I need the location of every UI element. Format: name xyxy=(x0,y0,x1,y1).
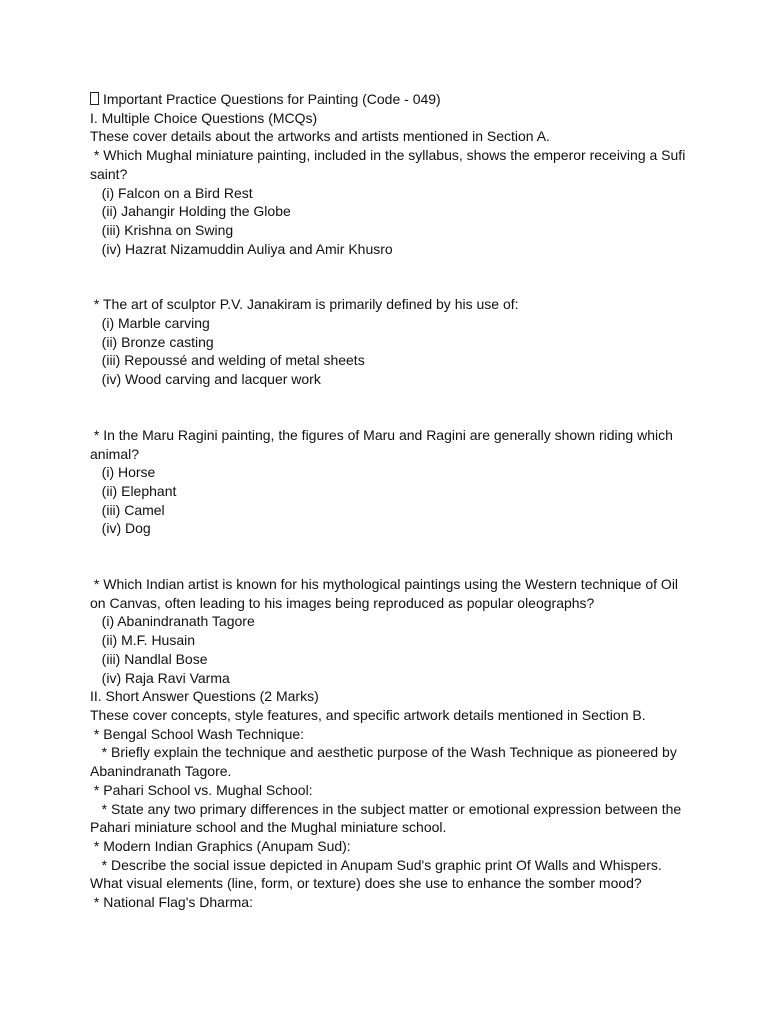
short-answer-item-2 xyxy=(90,781,690,837)
section1-intro: These cover details about the artworks and artists mentioned in Section A. xyxy=(90,128,550,145)
mcq-question-2 xyxy=(90,295,690,389)
question-line: * The art of sculptor P.V. Janakiram is primarily defined by his use of: xyxy=(90,296,519,313)
section2-intro: These cover concepts, style features, and specific artwork details mentioned in Section B. xyxy=(90,706,646,723)
option-item: (i) Marble carving xyxy=(90,315,210,332)
document-title-text: Important Practice Questions for Painting (Code - 049) xyxy=(103,91,441,107)
section1-heading: I. Multiple Choice Questions (MCQs) xyxy=(90,109,318,126)
question-line: on Canvas, often leading to his images being reproduced as popular oleographs? xyxy=(90,594,595,611)
spacer xyxy=(90,389,690,426)
document-title xyxy=(90,90,690,109)
short-answer-item-4 xyxy=(90,893,690,912)
topic-line: * Modern Indian Graphics (Anupam Sud): xyxy=(90,837,351,854)
option-item: (i) Horse xyxy=(90,464,156,481)
option-item: (iii) Nandlal Bose xyxy=(90,650,208,667)
prompt-line: Pahari miniature school and the Mughal miniature school. xyxy=(90,819,447,836)
option-item: (ii) Jahangir Holding the Globe xyxy=(90,203,291,220)
option-item: (iii) Repoussé and welding of metal sheets xyxy=(90,352,365,369)
option-item: (iv) Hazrat Nizamuddin Auliya and Amir Khusro xyxy=(90,240,393,257)
option-item: (iv) Wood carving and lacquer work xyxy=(90,371,321,388)
topic-line: * National Flag's Dharma: xyxy=(90,894,253,911)
spacer xyxy=(90,258,690,295)
option-item: (ii) M.F. Husain xyxy=(90,632,196,649)
section2-heading: II. Short Answer Questions (2 Marks) xyxy=(90,688,319,705)
mcq-question-1 xyxy=(90,146,690,258)
prompt-line: * State any two primary differences in the subject matter or emotional expression between the xyxy=(90,800,682,817)
short-answer-item-3 xyxy=(90,837,690,893)
spacer xyxy=(90,538,690,575)
option-item: (iii) Camel xyxy=(90,501,165,518)
question-line: * In the Maru Ragini painting, the figures of Maru and Ragini are generally shown riding which xyxy=(90,426,673,443)
question-line: * Which Mughal miniature painting, included in the syllabus, shows the emperor receiving a Sufi xyxy=(90,147,686,164)
option-item: (i) Abanindranath Tagore xyxy=(90,613,255,630)
option-item: (i) Falcon on a Bird Rest xyxy=(90,184,253,201)
mcq-question-4 xyxy=(90,575,690,687)
option-item: (iii) Krishna on Swing xyxy=(90,221,234,238)
topic-line: * Bengal School Wash Technique: xyxy=(90,725,305,742)
prompt-line: * Describe the social issue depicted in Anupam Sud's graphic print Of Walls and Whispers. xyxy=(90,856,662,873)
option-item: (ii) Elephant xyxy=(90,482,177,499)
question-line: saint? xyxy=(90,165,128,182)
prompt-line: What visual elements (line, form, or texture) does she use to enhance the somber mood? xyxy=(90,875,642,892)
option-item: (iv) Dog xyxy=(90,520,151,537)
question-line: animal? xyxy=(90,445,140,462)
option-item: (ii) Bronze casting xyxy=(90,333,214,350)
mcq-question-3 xyxy=(90,426,690,538)
question-line: * Which Indian artist is known for his mythological paintings using the Western technique of Oil xyxy=(90,576,679,593)
missing-glyph-icon xyxy=(90,92,99,105)
prompt-line: * Briefly explain the technique and aesthetic purpose of the Wash Technique as pioneered by xyxy=(90,744,677,761)
topic-line: * Pahari School vs. Mughal School: xyxy=(90,781,313,798)
option-item: (iv) Raja Ravi Varma xyxy=(90,669,230,686)
short-answer-item-1 xyxy=(90,725,690,781)
document-page xyxy=(90,90,690,912)
prompt-line: Abanindranath Tagore. xyxy=(90,763,232,780)
